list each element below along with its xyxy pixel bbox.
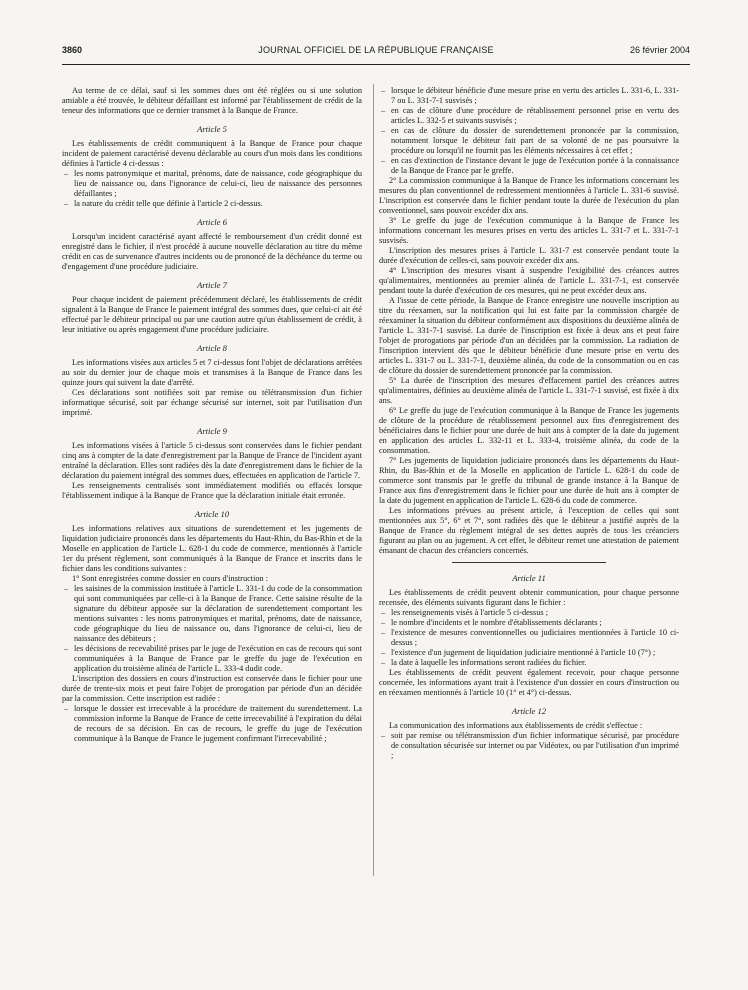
list-item: – la date à laquelle les informations seront radiées du fichier.	[379, 658, 679, 668]
dash-list	[379, 86, 679, 176]
journal-title: JOURNAL OFFICIEL DE LA RÉPUBLIQUE FRANÇAISE	[258, 45, 494, 55]
article-10-heading: Article 10	[194, 509, 230, 519]
paragraph: 3° Le greffe du juge de l'exécution communique à la Banque de France les informations concernant les mesures prises en vertu des articles L. 331-7 et L. 331-7-1 susvisés.	[379, 216, 679, 245]
paragraph: 1° Sont enregistrées comme dossier en cours d'instruction :	[72, 574, 269, 583]
list-item: – soit par remise ou télétransmission d'un fichier informatique sécurisé, par procédure de consultation sécurisée sur internet ou par Vidéotex, ou par l'utilisation d'un imprimé ;	[379, 731, 679, 761]
right-column	[379, 86, 679, 761]
paragraph: Les établissements de crédit peuvent obtenir communication, pour chaque personne recensée, des éléments suivants figurant dans le fichier :	[379, 588, 679, 607]
list-item: – la nature du crédit telle que définie à l'article 2 ci-dessus.	[62, 199, 362, 209]
paragraph: Les informations visées à l'article 5 ci-dessus sont conservées dans le fichier pendant cinq ans à compter de la date d'enregistrement par la Banque de France de l'incident ayant entraîné la déclaration. Elles sont radiées dès la date d'enregistrement dans le fichier de la déclaration du paiement intégral des sommes dues, effectuées en application de l'article 7.	[62, 441, 362, 480]
list-item: – l'existence d'un jugement de liquidation judiciaire mentionné à l'article 10 (7°) ;	[379, 648, 679, 658]
section-rule	[452, 562, 606, 563]
paragraph: Les renseignements centralisés sont immédiatement modifiés ou effacés lorsque l'établissement indique à la Banque de France que la déclaration initiale était erronée.	[62, 481, 362, 500]
article-7-heading: Article 7	[197, 280, 227, 290]
article-11-heading: Article 11	[512, 573, 546, 583]
paragraph: La communication des informations aux établissements de crédit s'effectue :	[389, 721, 643, 730]
left-column	[62, 86, 362, 744]
paragraph: L'inscription des mesures prises à l'article L. 331-7 est conservée pendant toute la durée d'exécution de celles-ci, sans pouvoir excéder dix ans.	[379, 246, 679, 265]
list-item: – les renseignements visés à l'article 5 ci-dessus ;	[379, 608, 679, 618]
list-item: – en cas de clôture d'une procédure de rétablissement personnel prise en vertu des articles L. 332-5 et suivants susvisés ;	[379, 106, 679, 126]
article-6-heading: Article 6	[197, 217, 227, 227]
dash-list	[62, 169, 362, 209]
list-item: – le nombre d'incidents et le nombre d'établissements déclarants ;	[379, 618, 679, 628]
paragraph: 7° Les jugements de liquidation judiciaire prononcés dans les départements du Haut-Rhin, du Bas-Rhin et de la Moselle en application de l'article L. 628-1 du code de commerce sont transmis par le greffe du tribunal de grande instance à la Banque de France aux fins d'enregistrement dans le fichier pour une durée de huit ans à compter de la date du jugement en application de l'article L. 628-6 du code de commerce.	[379, 456, 679, 505]
dash-list	[379, 608, 679, 668]
article-5-heading: Article 5	[197, 124, 227, 134]
paragraph: Ces déclarations sont notifiées soit par remise ou télétransmission d'un fichier informatique sécurisé, soit par échange sécurisé sur internet, soit par l'utilisation d'un imprimé.	[62, 388, 362, 417]
issue-date: 26 février 2004	[629, 45, 690, 55]
paragraph: Au terme de ce délai, sauf si les sommes dues ont été réglées ou si une solution amiable a été trouvée, le débiteur défaillant est informé par l'établissement de crédit de la teneur des informations que ce dernier transmet à la Banque de France.	[62, 86, 362, 115]
paragraph: 4° L'inscription des mesures visant à suspendre l'exigibilité des créances autres qu'alimentaires, mentionnées au premier alinéa de l'article L. 331-7-1, est conservée pendant toute la durée d'exécution de ces mesures, qui ne peut excéder deux ans.	[379, 266, 679, 295]
paragraph: Les établissements de crédit peuvent également recevoir, pour chaque personne concernée, les informations ayant trait à l'existence d'un dossier en cours d'instruction ou en réexamen mentionnés à l'article 10 (1° et 4°) ci-dessus.	[379, 668, 679, 697]
page-header	[62, 44, 690, 65]
paragraph: 6° Le greffe du juge de l'exécution communique à la Banque de France les jugements de clôture de la procédure de rétablissement personnel aux fins d'enregistrement des bénéficiaires dans le fichier pour une durée de huit ans à compter de la date du jugement en application des articles L. 332-11 et L. 333-4, troisième alinéa, du code de la consommation.	[379, 406, 679, 455]
paragraph: Les informations relatives aux situations de surendettement et les jugements de liquidation judiciaire prononcés dans les départements du Haut-Rhin, du Bas-Rhin et de la Moselle en application de l'article L. 628-1 du code de commerce, mentionnés à l'article 1er du présent règlement, sont communiqués à la Banque de France et inscrits dans le fichier dans les conditions suivantes :	[62, 524, 362, 573]
list-item: – l'existence de mesures conventionnelles ou judiciaires mentionnées à l'article 10 ci-dessus ;	[379, 628, 679, 648]
list-item: – les noms patronymique et marital, prénoms, date de naissance, code géographique du lieu de naissance ou, dans l'ignorance de celui-ci, lieu de naissance des personnes défaillantes ;	[62, 169, 362, 199]
column-divider	[373, 84, 374, 876]
paragraph: 5° La durée de l'inscription des mesures d'effacement partiel des créances autres qu'alimentaires, définies au deuxième alinéa de l'article L. 331-7-1 susvisé, est fixée à dix ans.	[379, 376, 679, 405]
article-9-heading: Article 9	[197, 426, 227, 436]
paragraph: 2° La commission communique à la Banque de France les informations concernant les mesures du plan conventionnel de redressement mentionnées à l'article L. 331-6 susvisé. L'inscription est conservée dans le fichier pendant toute la durée de l'exécution du plan conventionnel, sans pouvoir excéder dix ans.	[379, 176, 679, 215]
list-item: – les décisions de recevabilité prises par le juge de l'exécution en cas de recours qui sont communiquées à la Banque de France par le greffe du juge de l'exécution en application du troisième alinéa de l'article L. 333-4 dudit code.	[62, 644, 362, 674]
paragraph: Les informations prévues au présent article, à l'exception de celles qui sont mentionnées aux 5°, 6° et 7°, sont radiées dès que le débiteur a justifié auprès de la Banque de France du règlement intégral de ses dettes auprès de tous les créanciers figurant au plan ou au jugement. A cet effet, le débiteur remet une attestation de paiement émanant de chacun des créanciers concernés.	[379, 506, 679, 555]
paragraph: L'inscription des dossiers en cours d'instruction est conservée dans le fichier pour une durée de trente-six mois et peut faire l'objet de prorogation par période d'un an décidée par la commission. Cette inscription est radiée :	[62, 674, 362, 703]
paragraph: A l'issue de cette période, la Banque de France enregistre une nouvelle inscription au titre du réexamen, sur la notification qui lui est faite par la commission chargée de réexaminer la situation du débiteur conformément aux dispositions du deuxième alinéa de l'article L. 331-7-1 susvisé. La durée de l'inscription est fixée à deux ans et peut faire l'objet de prorogations par période d'un an décidées par la commission. La radiation de l'inscription intervient dès que le débiteur bénéficie d'une mesure prise en vertu des articles L. 331-7 ou L. 331-7-1, deuxième alinéa, du code de la consommation ou en cas de clôture du dossier de surendettement prononcée par la commission.	[379, 296, 679, 375]
dash-list	[62, 584, 362, 674]
article-8-heading: Article 8	[197, 343, 227, 353]
paragraph: Pour chaque incident de paiement précédemment déclaré, les établissements de crédit signalent à la Banque de France le paiement intégral des sommes dues, que celui-ci ait été effectué par le débiteur principal ou par une caution autre qu'un établissement de crédit, à leur initiative ou après engagement d'une procédure judiciaire.	[62, 295, 362, 334]
paragraph: Lorsqu'un incident caractérisé ayant affecté le remboursement d'un crédit donné est enregistré dans le fichier, il n'est procédé à aucune nouvelle déclaration au titre du même crédit en cas de survenance d'autres incidents ou de prononcé de la déchéance du terme ou d'engagement d'une procédure judiciaire.	[62, 232, 362, 271]
list-item: – les saisines de la commission instituée à l'article L. 331-1 du code de la consommation qui sont communiquées par celle-ci à la Banque de France. Cette saisine résulte de la signature du débiteur apposée sur la déclaration de surendettement comportant les mentions suivantes : les noms patronymiques et marital, prénoms, date de naissance, code géographique du lieu de naissance ou, dans l'ignorance de celui-ci, lieu de naissance des débiteurs ;	[62, 584, 362, 644]
list-item: – en cas de clôture du dossier de surendettement prononcée par la commission, notamment lorsque le débiteur fait part de sa volonté de ne pas poursuivre la procédure ou lorsqu'il ne fournit pas les éléments nécessaires à cet effet ;	[379, 126, 679, 156]
dash-list	[62, 704, 362, 744]
list-item: – en cas d'extinction de l'instance devant le juge de l'exécution portée à la connaissance de la Banque de France par le greffe.	[379, 156, 679, 176]
article-12-heading: Article 12	[511, 706, 547, 716]
paragraph: Les informations visées aux articles 5 et 7 ci-dessus font l'objet de déclarations arrêtées au soir du dernier jour de chaque mois et transmises à la Banque de France dans les quinze jours qui suivent la date d'arrêté.	[62, 358, 362, 387]
list-item: – lorsque le dossier est irrecevable à la procédure de traitement du surendettement. La commission informe la Banque de France de cette irrecevabilité à l'expiration du délai de recours de sa décision. En cas de recours, le greffe du juge de l'exécution communique à la Banque de France le jugement confirmant l'irrecevabilité ;	[62, 704, 362, 744]
dash-list	[379, 731, 679, 761]
list-item: – lorsque le débiteur bénéficie d'une mesure prise en vertu des articles L. 331-6, L. 331-7 ou L. 331-7-1 susvisés ;	[379, 86, 679, 106]
paragraph: Les établissements de crédit communiquent à la Banque de France pour chaque incident de paiement caractérisé devenu déclarable au cours d'un mois dans les conditions définies à l'article 4 ci-dessus :	[62, 139, 362, 168]
page-number: 3860	[62, 45, 83, 55]
